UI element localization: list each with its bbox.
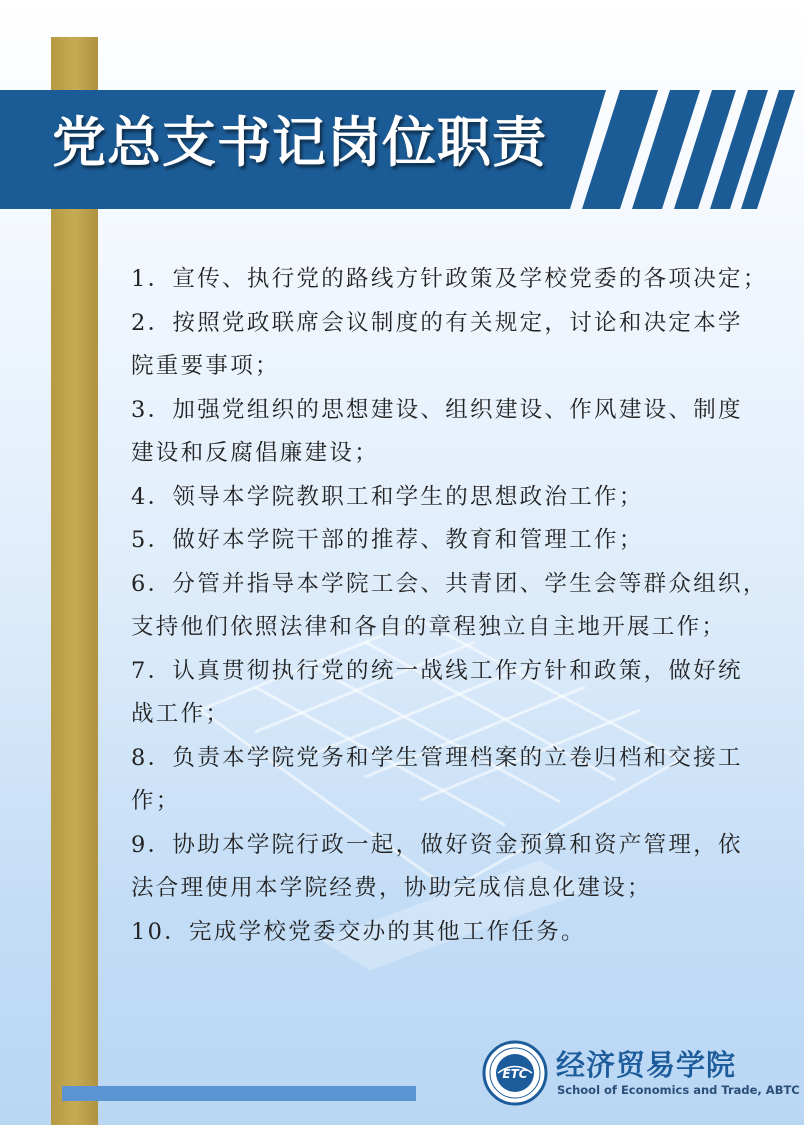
duty-item: 5．做好本学院干部的推荐、教育和管理工作； bbox=[131, 527, 644, 553]
school-logo-icon bbox=[482, 1040, 548, 1106]
duty-item: 2．按照党政联席会议制度的有关规定，讨论和决定本学 院重要事项； bbox=[131, 309, 743, 379]
bottom-blue-bar bbox=[62, 1086, 416, 1101]
duty-item: 8．负责本学院党务和学生管理档案的立卷归档和交接工 作； bbox=[131, 744, 743, 814]
duties-list bbox=[131, 258, 771, 954]
page-title: 党总支书记岗位职责 bbox=[52, 111, 547, 174]
duty-item: 3．加强党组织的思想建设、组织建设、作风建设、制度 建设和反腐倡廉建设； bbox=[131, 396, 743, 466]
duty-item: 7．认真贯彻执行党的统一战线工作方针和政策，做好统 战工作； bbox=[131, 657, 743, 727]
duty-item: 9．协助本学院行政一起，做好资金预算和资产管理，依 法合理使用本学院经费，协助完成信息化建设； bbox=[131, 831, 743, 901]
school-name-cn: 经济贸易学院 bbox=[556, 1048, 737, 1082]
duty-item: 6．分管并指导本学院工会、共青团、学生会等群众组织， 支持他们依照法律和各自的章程独立自主地开展工作； bbox=[131, 570, 768, 640]
duty-item: 4．领导本学院教职工和学生的思想政治工作； bbox=[131, 483, 644, 510]
duty-item: 10．完成学校党委交办的其他工作任务。 bbox=[131, 918, 586, 945]
school-name-en: School of Economics and Trade, ABTC bbox=[557, 1083, 800, 1097]
logo-letters: ETC bbox=[502, 1067, 528, 1081]
duty-item: 1．宣传、执行党的路线方针政策及学校党委的各项决定； bbox=[131, 266, 768, 292]
